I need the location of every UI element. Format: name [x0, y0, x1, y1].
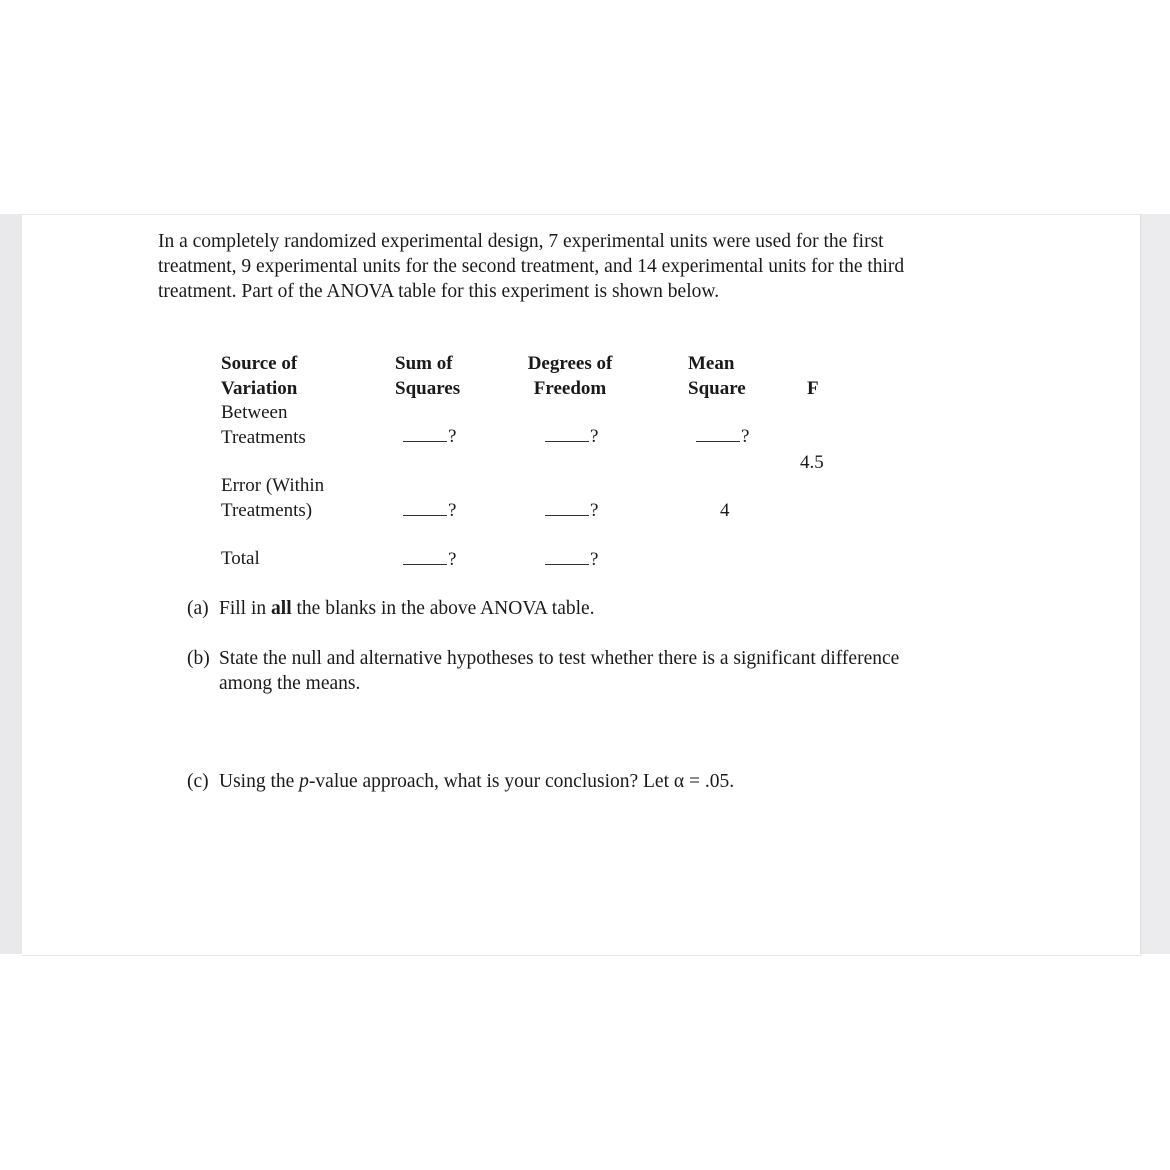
row-error-ss-blank[interactable]: ?: [403, 498, 456, 523]
blank-line: [403, 427, 447, 442]
question-c-label: (c): [187, 771, 209, 792]
question-b-label: (b): [187, 648, 210, 669]
header-f: F: [807, 378, 819, 399]
header-sum-of-squares: [395, 351, 460, 401]
header-source-line-1: Source of: [221, 353, 298, 374]
row-between-ss-blank[interactable]: ?: [403, 424, 456, 449]
header-df-line-2: Freedom: [533, 378, 607, 399]
row-total-df-blank[interactable]: ?: [545, 547, 598, 572]
row-error-df-blank[interactable]: ?: [545, 498, 598, 523]
intro-line-3: treatment. Part of the ANOVA table for this experiment is shown below.: [158, 281, 720, 302]
left-margin-shade: [0, 214, 22, 954]
row-between-f-value: 4.5: [800, 452, 824, 473]
question-b-line-1: State the null and alternative hypotheses to test whether there is a significant difference: [219, 648, 900, 669]
header-source-line-2: Variation: [221, 378, 298, 399]
question-b: [187, 646, 987, 696]
row-error-source: [221, 473, 324, 523]
blank-line: [545, 550, 589, 565]
question-a: [187, 596, 987, 621]
row-error-ms-value: 4: [720, 500, 730, 521]
row-between-source: [221, 400, 306, 450]
row-total-ss-blank[interactable]: ?: [403, 547, 456, 572]
intro-line-2: treatment, 9 experimental units for the second treatment, and 14 experimental units for the third: [158, 256, 905, 277]
header-df-line-1: Degrees of: [527, 353, 613, 374]
question-b-line-2: among the means.: [219, 673, 361, 694]
row-error-source-line-1: Error (Within: [221, 475, 325, 496]
row-between-source-line-2: Treatments: [221, 427, 306, 448]
blank-line: [403, 501, 447, 516]
blank-line: [696, 427, 740, 442]
header-degrees-of-freedom: [515, 351, 625, 401]
header-mean-square: [688, 351, 746, 401]
question-b-text: [219, 646, 979, 696]
question-a-text: Fill in all the blanks in the above ANOVA table.: [219, 598, 595, 619]
row-between-ms-blank[interactable]: ?: [696, 424, 749, 449]
right-margin-shade: [1140, 214, 1170, 954]
document-sheet: [22, 214, 1142, 956]
blank-line: [403, 550, 447, 565]
intro-line-1: In a completely randomized experimental design, 7 experimental units were used for the first: [158, 231, 884, 252]
header-ss-line-2: Squares: [395, 378, 461, 399]
question-c-text: Using the p-value approach, what is your conclusion? Let α = .05.: [219, 771, 735, 792]
row-between-df-blank[interactable]: ?: [545, 424, 598, 449]
header-ms-line-1: Mean: [688, 353, 735, 374]
header-ms-line-2: Square: [688, 378, 746, 399]
row-total-source: Total: [221, 548, 260, 569]
row-error-source-line-2: Treatments): [221, 500, 313, 521]
question-a-label: (a): [187, 598, 209, 619]
header-ss-line-1: Sum of: [395, 353, 453, 374]
blank-line: [545, 501, 589, 516]
problem-intro: [158, 229, 988, 304]
row-between-source-line-1: Between: [221, 402, 288, 423]
header-source: [221, 351, 297, 401]
blank-line: [545, 427, 589, 442]
question-c: [187, 769, 987, 794]
